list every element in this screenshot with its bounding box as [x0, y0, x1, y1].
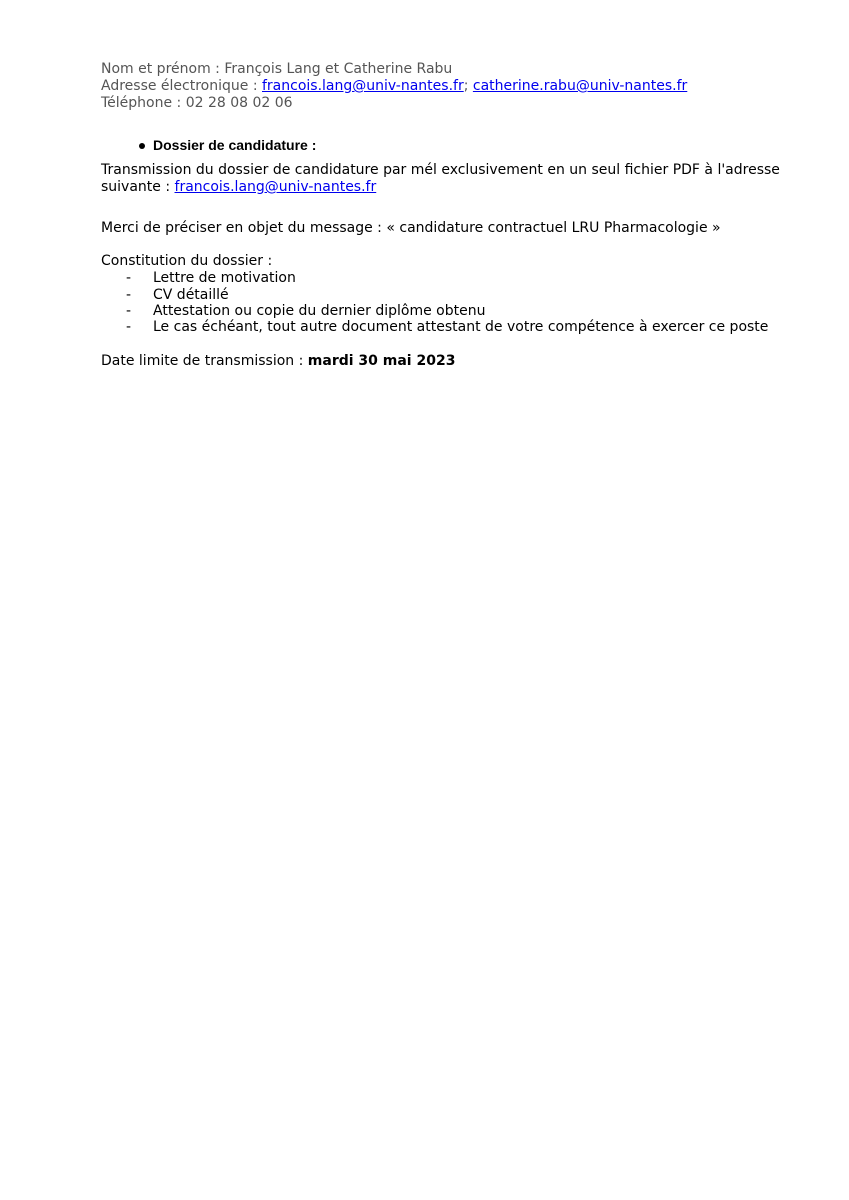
email-link-catherine[interactable]: catherine.rabu@univ-nantes.fr — [472, 78, 688, 94]
email-link-francois[interactable]: francois.lang@univ-nantes.fr — [262, 78, 464, 94]
list-item-text: Attestation ou copie du dernier diplôme obtenu — [153, 303, 486, 319]
list-item-text: Lettre de motivation — [153, 270, 296, 286]
deadline-value: mardi 30 mai 2023 — [307, 353, 456, 369]
dash-marker: - — [126, 303, 132, 319]
list-item-text: Le cas échéant, tout autre document attestant de votre compétence à exercer ce poste — [153, 319, 769, 335]
contact-name-line — [101, 61, 761, 78]
bullet-icon — [139, 143, 145, 149]
email-label: Adresse électronique : — [101, 78, 262, 94]
transmission-email-link[interactable]: francois.lang@univ-nantes.fr — [174, 179, 377, 195]
phone-value: 02 28 08 02 06 — [185, 95, 293, 111]
transmission-line-2 — [101, 179, 761, 196]
transmission-prefix: suivante : — [101, 179, 175, 195]
dash-marker: - — [126, 270, 132, 286]
contact-email-line — [101, 78, 761, 95]
application-heading-text: Dossier de candidature : — [153, 137, 317, 153]
name-value: François Lang et Catherine Rabu — [224, 61, 453, 77]
transmission-line-1: Transmission du dossier de candidature par mél exclusivement en un seul fichier PDF à l'adresse — [101, 162, 780, 178]
constitution-title: Constitution du dossier : — [101, 253, 273, 269]
dash-marker: - — [126, 287, 132, 303]
deadline-line — [101, 353, 761, 370]
contact-phone-line — [101, 95, 761, 112]
deadline-label: Date limite de transmission : — [101, 353, 308, 369]
list-item-text: CV détaillé — [153, 287, 229, 303]
name-label: Nom et prénom : — [101, 61, 225, 77]
subject-instruction: Merci de préciser en objet du message : « candidature contractuel LRU Pharmacologie » — [101, 220, 721, 236]
dash-marker: - — [126, 319, 132, 335]
email-separator: ; — [463, 78, 469, 94]
phone-label: Téléphone : — [101, 95, 186, 111]
